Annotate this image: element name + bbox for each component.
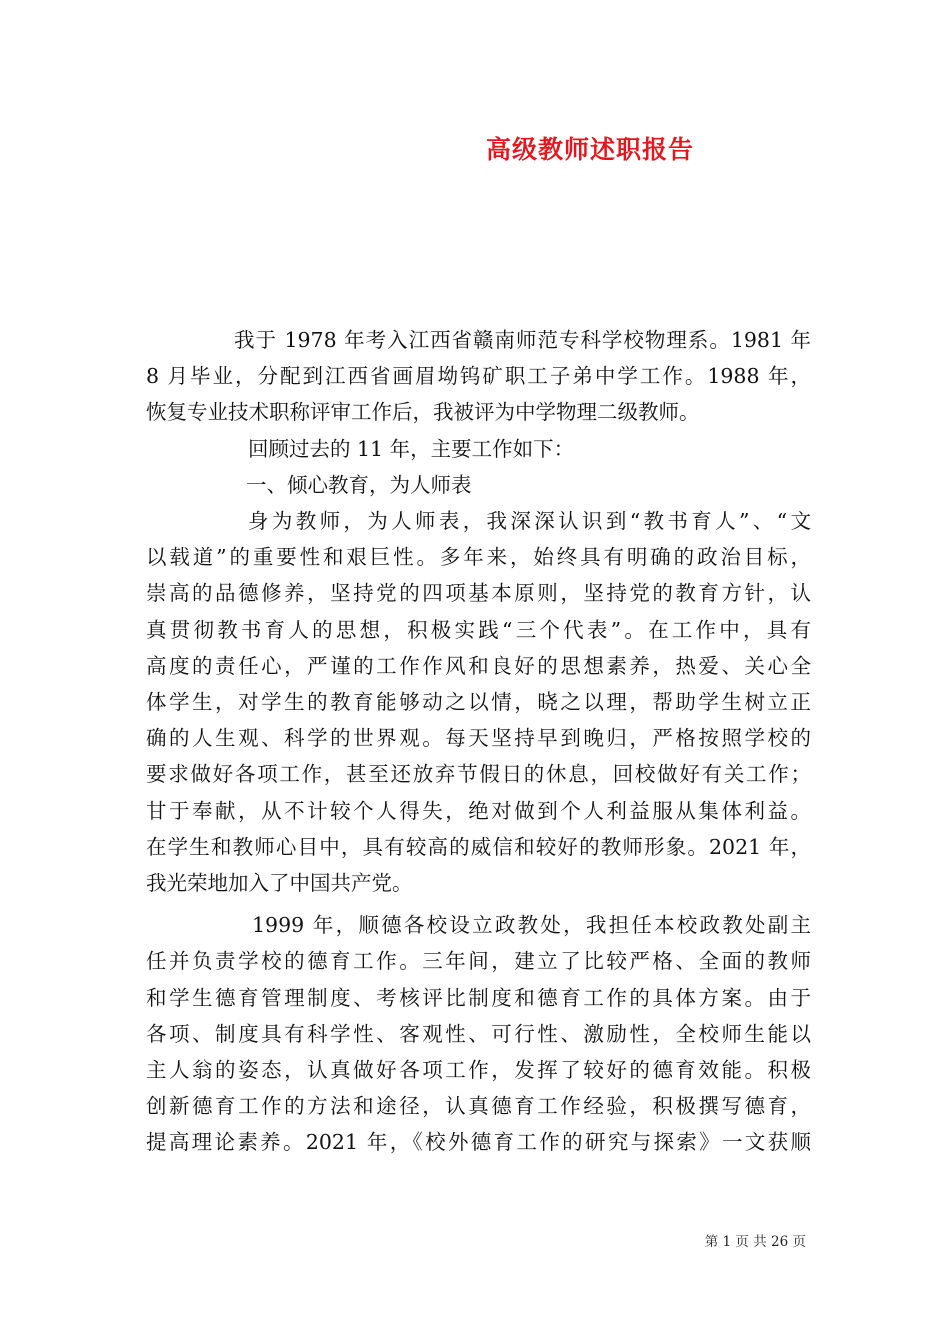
text-line: 体学生，对学生的教育能够动之以情，晓之以理，帮助学生树立正 — [146, 690, 811, 715]
text-line: 甘于奉献，从不计较个人得失，绝对做到个人利益服从集体利益。 — [146, 798, 811, 823]
text-line: 提高理论素养。2021 年，《校外德育工作的研究与探索》一文获顺 — [146, 1130, 811, 1155]
text-line: 各项、制度具有科学性、客观性、可行性、激励性，全校师生能以 — [146, 1021, 811, 1046]
paragraph-moral-education — [146, 907, 811, 1160]
text-line: 真贯彻教书育人的思想，积极实践“三个代表”。在工作中，具有 — [146, 617, 811, 642]
text-line: 要求做好各项工作，甚至还放弃节假日的休息，回校做好有关工作； — [146, 762, 811, 787]
text-line: 恢复专业技术职称评审工作后，我被评为中学物理二级教师。 — [146, 400, 700, 425]
text-line: 8 月毕业，分配到江西省画眉坳钨矿职工子弟中学工作。1988 年， — [146, 364, 811, 389]
text-line: 回顾过去的 11 年，主要工作如下： — [248, 436, 575, 461]
document-title: 高级教师述职报告 — [485, 135, 694, 164]
text-line: 主人翁的姿态，认真做好各项工作，发挥了较好的德育效能。积极 — [146, 1058, 811, 1083]
text-line: 身为教师，为人师表，我深深认识到“教书育人”、“文 — [248, 509, 811, 534]
text-line: 我于 1978 年考入江西省赣南师范专科学校物理系。1981 年 — [234, 328, 811, 352]
text-line: 1999 年，顺德各校设立政教处，我担任本校政教处副主 — [252, 913, 811, 938]
text-line: 和学生德育管理制度、考核评比制度和德育工作的具体方案。由于 — [146, 985, 811, 1010]
section-heading-text: 一、倾心教育，为人师表 — [246, 472, 472, 497]
section-heading-1 — [146, 467, 811, 503]
text-line: 任并负责学校的德育工作。三年间，建立了比较严格、全面的教师 — [146, 949, 811, 974]
document-body — [146, 322, 811, 1161]
text-line: 以载道”的重要性和艰巨性。多年来，始终具有明确的政治目标， — [146, 545, 811, 570]
paragraph-teacher-ethics — [146, 503, 811, 901]
text-line: 我光荣地加入了中国共产党。 — [146, 871, 413, 896]
text-line: 创新德育工作的方法和途径，认真德育工作经验，积极撰写德育， — [146, 1094, 811, 1119]
text-line: 崇高的品德修养，坚持党的四项基本原则，坚持党的教育方针，认 — [146, 581, 811, 606]
page-footer: 第 1 页 共 26 页 — [704, 1234, 806, 1250]
paragraph-intro — [146, 322, 811, 431]
text-line: 高度的责任心，严谨的工作作风和良好的思想素养，热爱、关心全 — [146, 653, 811, 678]
text-line: 确的人生观、科学的世界观。每天坚持早到晚归，严格按照学校的 — [146, 726, 811, 751]
text-line: 在学生和教师心目中，具有较高的威信和较好的教师形象。2021 年， — [146, 834, 811, 859]
paragraph-review — [146, 431, 811, 467]
